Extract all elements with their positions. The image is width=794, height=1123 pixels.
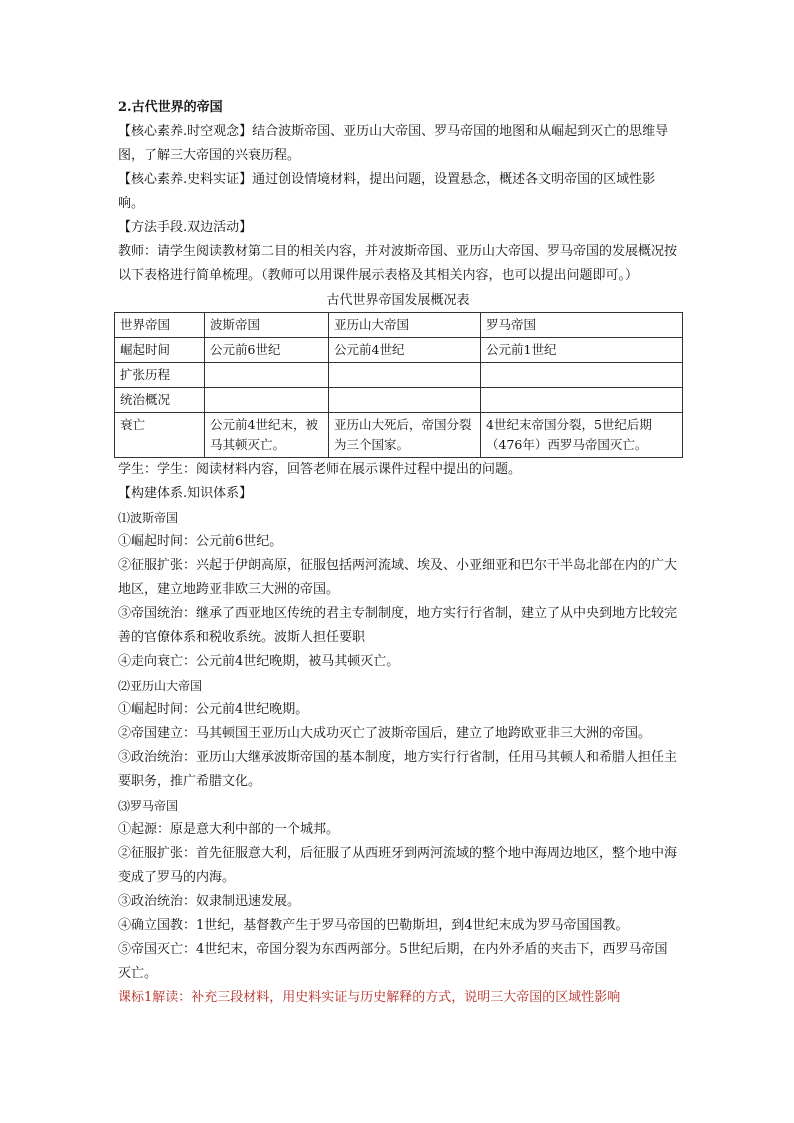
table-cell (481, 388, 683, 413)
table-row (115, 413, 683, 458)
table-cell: 波斯帝国 (205, 313, 329, 338)
table-caption: 古代世界帝国发展概况表 (326, 293, 470, 308)
table-cell: 4世纪末帝国分裂，5世纪后期（476年）西罗马帝国灭亡。 (481, 413, 683, 458)
core-literacy-evidence: 【核心素养.史料实证】通过创设情境材料，提出问题，设置悬念，概述各文明帝国的区域性影响。 (118, 172, 656, 211)
persia-heading: ⑴波斯帝国 (118, 511, 179, 525)
build-system-heading: 【构建体系.知识体系】 (118, 486, 253, 501)
table-cell (329, 388, 481, 413)
section-title: 2.古代世界的帝国 (118, 100, 223, 115)
list-item: ④走向衰亡：公元前4世纪晚期，被马其顿灭亡。 (118, 654, 400, 669)
table-cell: 统治概况 (115, 388, 205, 413)
core-literacy-time-space: 【核心素养.时空观念】结合波斯帝国、亚历山大帝国、罗马帝国的地图和从崛起到灭亡的思维导图，了解三大帝国的兴衰历程。 (118, 124, 669, 163)
list-item: ②征服扩张：首先征服意大利，后征服了从西班牙到两河流域的整个地中海周边地区，整个地中海变成了罗马的内海。 (118, 846, 678, 885)
table-row (115, 313, 683, 338)
table-cell: 公元前4世纪 (329, 338, 481, 363)
list-item: ②征服扩张：兴起于伊朗高原，征服包括两河流域、埃及、小亚细亚和巴尔干半岛北部在内的广大地区，建立地跨亚非欧三大洲的帝国。 (118, 558, 678, 597)
list-item: ③政治统治：亚历山大继承波斯帝国的基本制度，地方实行行省制，任用马其顿人和希腊人担任主要职务，推广希腊文化。 (118, 750, 678, 789)
table-row (115, 363, 683, 388)
list-item: ①崛起时间：公元前6世纪。 (118, 534, 283, 549)
table-cell: 公元前6世纪 (205, 338, 329, 363)
list-item: ③政治统治：奴隶制迅速发展。 (118, 894, 301, 909)
teacher-instruction: 教师：请学生阅读教材第二目的相关内容，并对波斯帝国、亚历山大帝国、罗马帝国的发展概况按以下表格进行简单梳理。（教师可以用课件展示表格及其相关内容，也可以提出问题即可。） (118, 244, 678, 283)
table-row (115, 388, 683, 413)
empire-overview-table (114, 312, 683, 458)
rome-heading: ⑶罗马帝国 (118, 799, 179, 813)
table-cell (205, 363, 329, 388)
student-activity: 学生：学生：阅读材料内容，回答老师在展示课件过程中提出的问题。 (118, 462, 522, 477)
alexander-heading: ⑵亚历山大帝国 (118, 679, 203, 693)
curriculum-standard-note: 课标1解读：补充三段材料，用史料实证与历史解释的方式，说明三大帝国的区域性影响 (118, 990, 621, 1005)
list-item: ⑤帝国灭亡：4世纪末，帝国分裂为东西两部分。5世纪后期，在内外矛盾的夹击下，西罗马帝国灭亡。 (118, 942, 668, 981)
table-cell: 罗马帝国 (481, 313, 683, 338)
document-body (118, 96, 678, 1010)
table-cell (329, 363, 481, 388)
table-cell: 亚历山大死后，帝国分裂为三个国家。 (329, 413, 481, 458)
list-item: ③帝国统治：继承了西亚地区传统的君主专制制度，地方实行行省制，建立了从中央到地方比较完善的官僚体系和税收系统。波斯人担任要职 (118, 606, 678, 645)
table-cell: 世界帝国 (115, 313, 205, 338)
table-cell: 公元前1世纪 (481, 338, 683, 363)
table-row (115, 338, 683, 363)
table-cell: 公元前4世纪末，被马其顿灭亡。 (205, 413, 329, 458)
table-cell: 衰亡 (115, 413, 205, 458)
table-cell (205, 388, 329, 413)
list-item: ①起源：原是意大利中部的一个城邦。 (118, 822, 340, 837)
list-item: ②帝国建立：马其顿国王亚历山大成功灭亡了波斯帝国后，建立了地跨欧亚非三大洲的帝国。 (118, 726, 652, 741)
table-cell: 亚历山大帝国 (329, 313, 481, 338)
list-item: ①崛起时间：公元前4世纪晚期。 (118, 702, 309, 717)
table-cell (481, 363, 683, 388)
list-item: ④确立国教：1世纪，基督教产生于罗马帝国的巴勒斯坦，到4世纪末成为罗马帝国国教。 (118, 918, 629, 933)
method-heading: 【方法手段.双边活动】 (118, 220, 253, 235)
table-cell: 扩张历程 (115, 363, 205, 388)
table-cell: 崛起时间 (115, 338, 205, 363)
